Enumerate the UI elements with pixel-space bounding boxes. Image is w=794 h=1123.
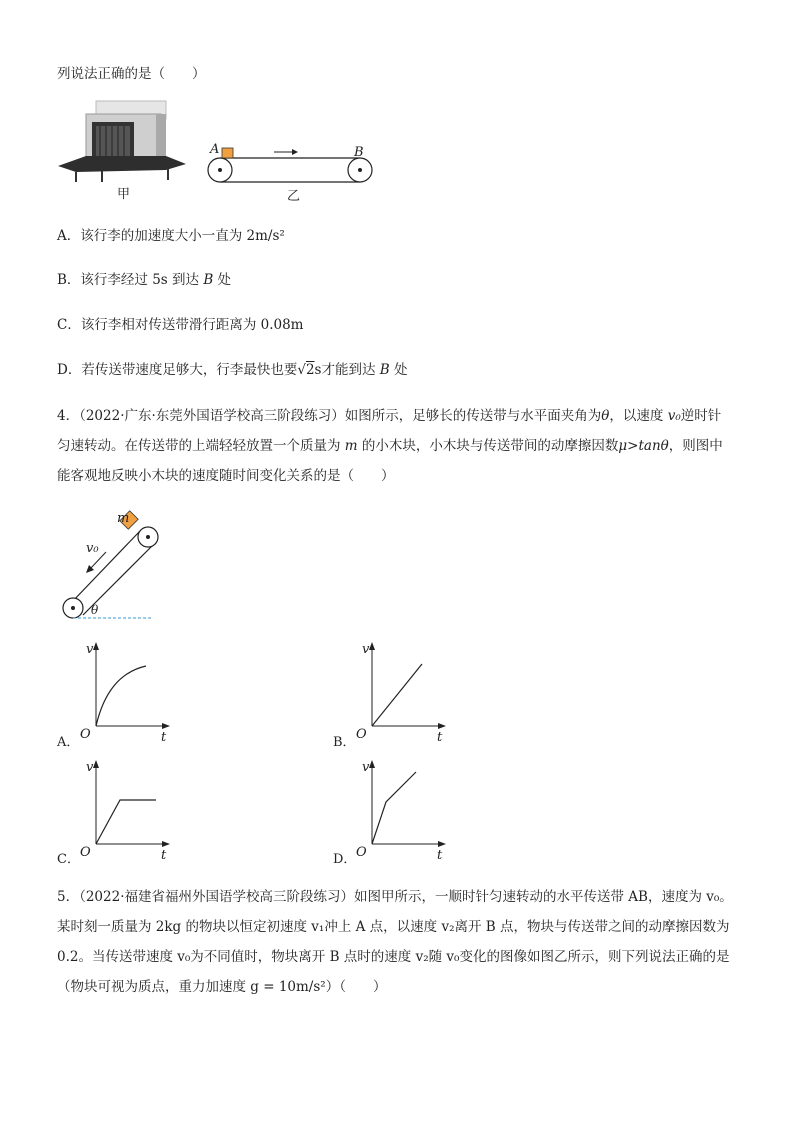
point-b-label: B (354, 145, 364, 160)
graph-a-axis-v: v (86, 642, 94, 657)
graph-c-origin: O (80, 845, 91, 860)
point-a-label: A (210, 142, 220, 157)
question-stem-tail: 列说法正确的是（ ） (57, 66, 206, 82)
graph-b-option: B． (333, 735, 356, 750)
graph-b-axis-v: v (362, 642, 370, 657)
q5-stem-line4: （物块可视为质点，重力加速度 g = 10m/s²）（ ） (57, 979, 387, 995)
horizontal-conveyor-diagram (206, 142, 376, 187)
graph-b-origin: O (356, 727, 367, 742)
option-a: A．该行李的加速度大小一直为 2m/s² (57, 228, 285, 244)
sqrt-sign: √ (297, 362, 306, 378)
option-b: B．该行李经过 5s 到达 B 处 (57, 272, 232, 288)
belt-velocity-label: v₀ (86, 541, 99, 556)
q5-stem-line1: 5．（2022·福建省福州外国语学校高三阶段练习）如图甲所示，一顺时针匀速转动的水平传送带 AB，速度为 v₀。 (57, 889, 733, 905)
q5-stem-line3: 0.2。当传送带速度 v₀为不同值时，物块离开 B 点时的速度 v₂随 v₀变化的图像如图乙所示，则下列说法正确的是 (57, 949, 730, 965)
graph-c-option: C． (57, 852, 80, 867)
graph-d-origin: O (356, 845, 367, 860)
q4-stem-line1: 4．（2022·广东·东莞外国语学校高三阶段练习）如图所示，足够长的传送带与水平面夹角为θ，以速度 v₀逆时针 (57, 408, 722, 424)
graph-c-axis-v: v (86, 760, 94, 775)
graph-c-axis-t: t (161, 848, 167, 863)
xray-scanner-image (56, 96, 188, 184)
graph-d (366, 760, 446, 850)
q5-stem-line2: 某时刻一质量为 2kg 的物块以恒定初速度 v₁冲上 A 点，以速度 v₂离开 B 点，物块与传送带之间的动摩擦因数为 (57, 919, 730, 935)
mass-label: m (117, 511, 130, 526)
graph-a-axis-t: t (161, 730, 167, 745)
graph-d-axis-t: t (437, 848, 443, 863)
q4-stem-line2: 匀速转动。在传送带的上端轻轻放置一个质量为 m 的小木块，小木块与传送带间的动摩擦因数μ>tanθ，则图中 (57, 438, 723, 454)
graph-d-axis-v: v (362, 760, 370, 775)
graph-a (90, 642, 170, 732)
graph-a-origin: O (80, 727, 91, 742)
graph-c (90, 760, 170, 850)
graph-a-option: A． (57, 735, 80, 750)
angle-label: θ (91, 603, 99, 617)
option-c: C．该行李相对传送带滑行距离为 0.08m (57, 317, 304, 333)
inclined-conveyor-diagram (56, 508, 166, 626)
graph-b (366, 642, 446, 732)
option-d: D．若传送带速度足够大，行李最快也要√2s才能到达 B 处 (57, 362, 408, 378)
graph-b-axis-t: t (437, 730, 443, 745)
graph-d-option: D． (333, 852, 357, 867)
figure-label-jia: 甲 (117, 187, 131, 202)
figure-label-yi: 乙 (287, 189, 301, 204)
q4-stem-line3: 能客观地反映小木块的速度随时间变化关系的是（ ） (57, 468, 395, 484)
